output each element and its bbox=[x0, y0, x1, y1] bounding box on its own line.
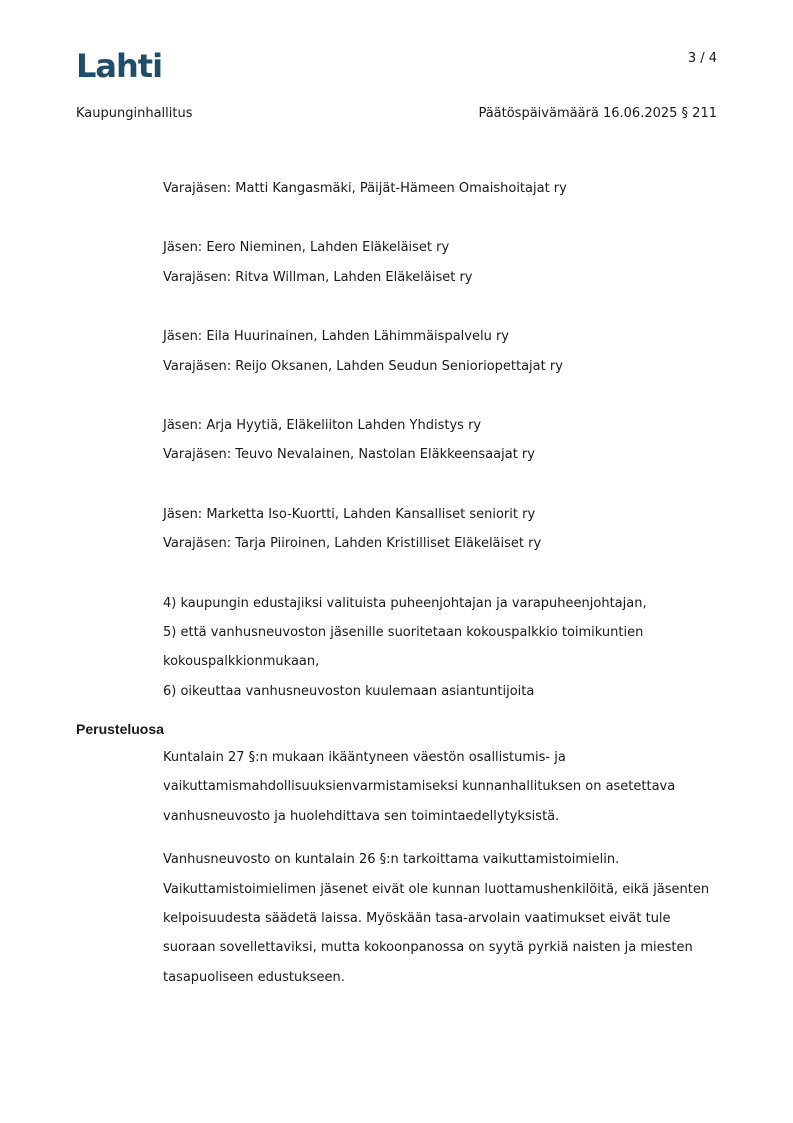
deputy-line: Varajäsen: Ritva Willman, Lahden Eläkeläiset ry bbox=[163, 269, 473, 285]
members-block bbox=[163, 174, 723, 706]
member-line: Jäsen: Arja Hyytiä, Eläkeliiton Lahden Yhdistys ry bbox=[163, 418, 482, 434]
paragraph-line: suoraan sovellettaviksi, mutta kokoonpanossa on syytä pyrkiä naisten ja miesten bbox=[163, 940, 693, 956]
logo-text: Lahti bbox=[76, 47, 163, 82]
paragraph-line: Vaikuttamistoimielimen jäsenet eivät ole kunnan luottamushenkilöitä, eikä jäsenten bbox=[163, 881, 710, 897]
paragraph-line: tasapuoliseen edustukseen. bbox=[163, 969, 345, 985]
decision-item: 6) oikeuttaa vanhusneuvoston kuulemaan asiantuntijoita bbox=[163, 683, 535, 699]
lahti-logo bbox=[76, 46, 168, 82]
paragraph-line: kelpoisuudesta säädetä laissa. Myöskään tasa-arvolain vaatimukset eivät tule bbox=[163, 911, 671, 927]
reasoning-block bbox=[163, 743, 723, 992]
decision-item: kokouspalkkionmukaan, bbox=[163, 654, 320, 670]
member-line: Jäsen: Marketta Iso-Kuortti, Lahden Kansalliset seniorit ry bbox=[163, 506, 536, 522]
member-line: Jäsen: Eero Nieminen, Lahden Eläkeläiset ry bbox=[163, 240, 450, 256]
paragraph-line: Vanhusneuvosto on kuntalain 26 §:n tarkoittama vaikuttamistoimielin. bbox=[163, 852, 620, 868]
section-title: Perusteluosa bbox=[76, 721, 164, 737]
deputy-line: Varajäsen: Tarja Piiroinen, Lahden Kristilliset Eläkeläiset ry bbox=[163, 536, 542, 552]
paragraph-line: Kuntalain 27 §:n mukaan ikääntyneen väestön osallistumis- ja bbox=[163, 750, 566, 765]
deputy-line: Varajäsen: Matti Kangasmäki, Päijät-Hämeen Omaishoitajat ry bbox=[163, 181, 567, 196]
page-number: 3 / 4 bbox=[687, 51, 717, 66]
member-line: Jäsen: Eila Huurinainen, Lahden Lähimmäispalvelu ry bbox=[163, 329, 509, 345]
paragraph-line: vaikuttamismahdollisuuksienvarmistamiseksi kunnanhallituksen on asetettava bbox=[163, 779, 676, 795]
paragraph-line: vanhusneuvosto ja huolehdittava sen toimintaedellytyksistä. bbox=[163, 808, 560, 824]
deputy-line: Varajäsen: Teuvo Nevalainen, Nastolan Eläkkeensaajat ry bbox=[163, 447, 535, 463]
department-name: Kaupunginhallitus bbox=[76, 106, 193, 121]
deputy-line: Varajäsen: Reijo Oksanen, Lahden Seudun Senioriopettajat ry bbox=[163, 358, 563, 374]
decision-item: 5) että vanhusneuvoston jäsenille suoritetaan kokouspalkkio toimikuntien bbox=[163, 625, 644, 641]
decision-item: 4) kaupungin edustajiksi valituista puheenjohtajan ja varapuheenjohtajan, bbox=[163, 595, 647, 611]
decision-date: Päätöspäivämäärä 16.06.2025 § 211 bbox=[478, 106, 717, 121]
